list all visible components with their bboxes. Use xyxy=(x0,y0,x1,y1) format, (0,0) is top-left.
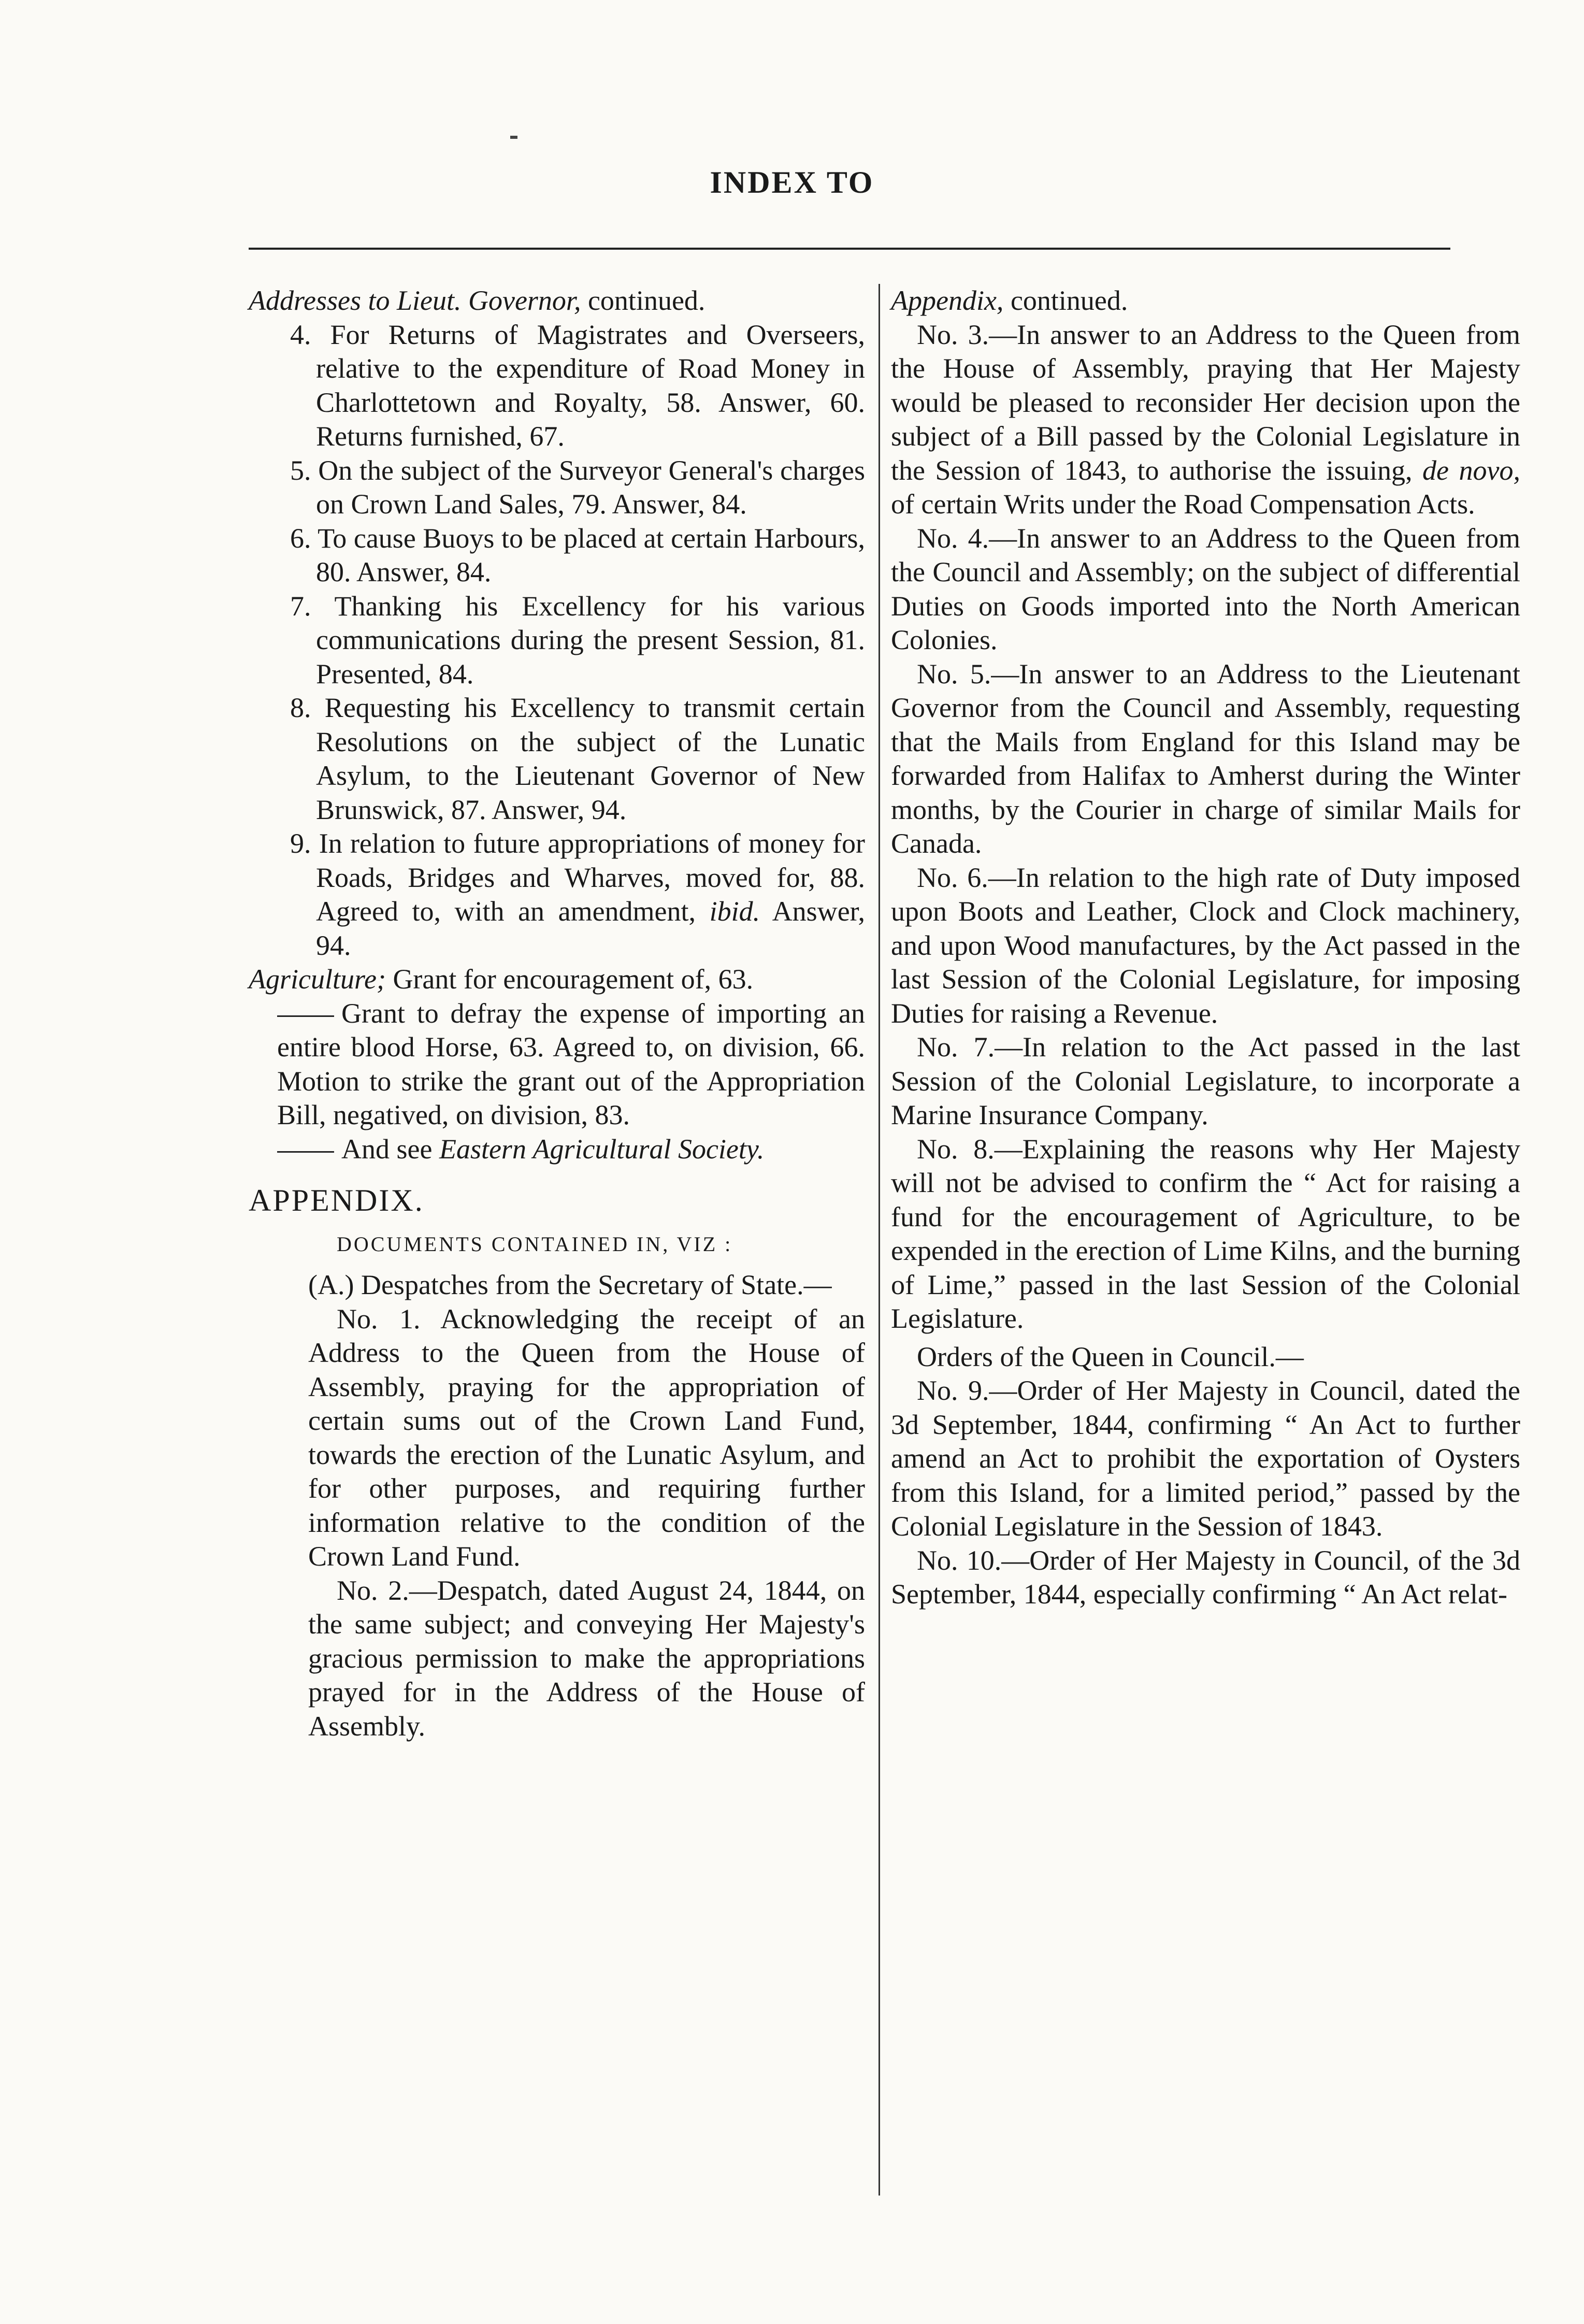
list-item xyxy=(249,691,865,827)
item-text: For Returns of Magistrates and Overseers, relative to the expenditure of Road Money in Charlottetown and Royalty, 58. Answer, 60. Returns furnished, 67. xyxy=(316,319,865,452)
column-divider xyxy=(879,284,880,2196)
list-item xyxy=(249,827,865,963)
item-number: 4. xyxy=(290,319,311,350)
despatch-no-6: No. 6.—In relation to the high rate of Duty imposed upon Boots and Leather, Clock and Clock machinery, and upon Wood manufactures, by the Act passed in the last Session of the Colonial Legislature, for imposing Duties for raising a Revenue. xyxy=(891,862,1520,1029)
list-item xyxy=(249,522,865,590)
item-number: 7. xyxy=(290,590,311,622)
addresses-heading-rest: continued. xyxy=(581,285,705,316)
item-number: 8. xyxy=(290,692,311,723)
agriculture-entry xyxy=(249,963,865,997)
despatch-no-4: No. 4.—In answer to an Address to the Queen from the Council and Assembly; on the subject of differential Duties on Goods imported into the North American Colonies. xyxy=(891,522,1520,655)
agriculture-see-entry xyxy=(249,1132,865,1167)
item-text: In relation to future appropriations of money for Roads, Bridges and Wharves, moved for, 88. Agreed to, with an amendment, xyxy=(316,828,865,927)
appendix-heading-rest: continued. xyxy=(1003,285,1128,316)
list-item xyxy=(249,454,865,522)
no3-text: No. 3.—In answer to an Address to the Queen from the House of Assembly, praying that Her Majesty would be pleased to reconsider Her decision upon the subject of a Bill passed by the Colonial Legislature in the Session of 1843, to authorise the issuing, xyxy=(891,319,1520,486)
orders-heading: Orders of the Queen in Council.— xyxy=(917,1341,1304,1372)
item-text: Thanking his Excellency for his various communications during the present Session, 81. Presented, 84. xyxy=(316,590,865,690)
section-a-heading: (A.) Despatches from the Secretary of State.— xyxy=(308,1269,832,1300)
list-item xyxy=(249,318,865,454)
item-text-end: Answer, 94. xyxy=(316,896,865,961)
left-column xyxy=(249,284,865,1743)
item-text: Requesting his Excellency to transmit certain Resolutions on the subject of the Lunatic Asylum, to the Lieutenant Governor of New Brunswick, 87. Answer, 94. xyxy=(316,692,865,825)
agriculture-italic: Agriculture; xyxy=(249,964,386,995)
item-text-italic: ibid. xyxy=(709,896,760,927)
page-title: INDEX TO xyxy=(710,165,874,199)
header-rule xyxy=(249,248,1450,250)
list-item xyxy=(249,590,865,692)
order-no-10: No. 10.—Order of Her Majesty in Council, of the 3d September, 1844, especially confirming “ An Act relat- xyxy=(891,1544,1520,1610)
despatch-no-8: No. 8.—Explaining the reasons why Her Majesty will not be advised to confirm the “ Act for raising a fund for the encouragement of Agriculture, to be expended in the erection of Lime Kilns, and the burning of Lime,” passed in the last Session of the Colonial Legislature. xyxy=(891,1133,1520,1334)
despatch-no-2: No. 2.—Despatch, dated August 24, 1844, on the same subject; and conveying Her Majesty's gracious permission to make the appropriations prayed for in the Address of the House of Assembly. xyxy=(308,1574,865,1742)
despatch-no-1: No. 1. Acknowledging the receipt of an Address to the Queen from the House of Assembly, praying for the appropriation of certain sums out of the Crown Land Fund, towards the erection of the Lunatic Asylum, and for other purposes, and requiring further information relative to the condition of the Crown Land Fund. xyxy=(308,1303,865,1572)
right-column xyxy=(891,284,1520,1612)
see-lead: And see xyxy=(341,1133,439,1165)
despatch-no-5: No. 5.—In answer to an Address to the Lieutenant Governor from the Council and Assembly, requesting that the Mails from England for this Island may be forwarded from Halifax to Amherst during the Winter months, by the Courier in charge of similar Mails for Canada. xyxy=(891,658,1520,859)
no3-text-end: of certain Writs under the Road Compensation Acts. xyxy=(891,489,1475,520)
agriculture-rest: Grant for encouragement of, 63. xyxy=(385,964,754,995)
dash-rule xyxy=(277,1151,334,1153)
order-no-9: No. 9.—Order of Her Majesty in Council, dated the 3d September, 1844, confirming “ An Act to further amend an Act to prohibit the exportation of Oysters from this Island, for a limited period,” passed by the Colonial Legislature in the Session of 1843. xyxy=(891,1375,1520,1542)
spacer xyxy=(891,1336,1520,1340)
appendix-title: APPENDIX. xyxy=(249,1183,424,1217)
addresses-heading-italic: Addresses to Lieut. Governor, xyxy=(249,285,581,316)
item-text: To cause Buoys to be placed at certain Harbours, 80. Answer, 84. xyxy=(316,522,865,587)
appendix-heading-italic: Appendix, xyxy=(891,285,1004,316)
addresses-heading xyxy=(249,284,865,318)
printing-speck xyxy=(510,136,517,139)
agriculture-grant-entry xyxy=(249,997,865,1132)
item-number: 5. xyxy=(290,454,311,486)
item-number: 6. xyxy=(290,522,311,554)
item-text: On the subject of the Surveyor General's charges on Crown Land Sales, 79. Answer, 84. xyxy=(316,454,865,520)
no3-italic: de novo, xyxy=(1422,454,1520,486)
agriculture-grant-text: Grant to defray the expense of importing an entire blood Horse, 63. Agreed to, on division, 66. Motion to strike the grant out of the Appropriation Bill, negatived, on division, 83. xyxy=(277,997,865,1130)
appendix-heading xyxy=(891,284,1520,318)
item-number: 9. xyxy=(290,828,311,859)
see-italic: Eastern Agricultural Society. xyxy=(439,1133,765,1165)
documents-line: DOCUMENTS CONTAINED IN, VIZ : xyxy=(337,1232,733,1256)
despatch-no-3 xyxy=(891,318,1520,522)
dash-rule xyxy=(277,1015,334,1017)
despatch-no-7: No. 7.—In relation to the Act passed in the last Session of the Colonial Legislature, to incorporate a Marine Insurance Company. xyxy=(891,1031,1520,1130)
